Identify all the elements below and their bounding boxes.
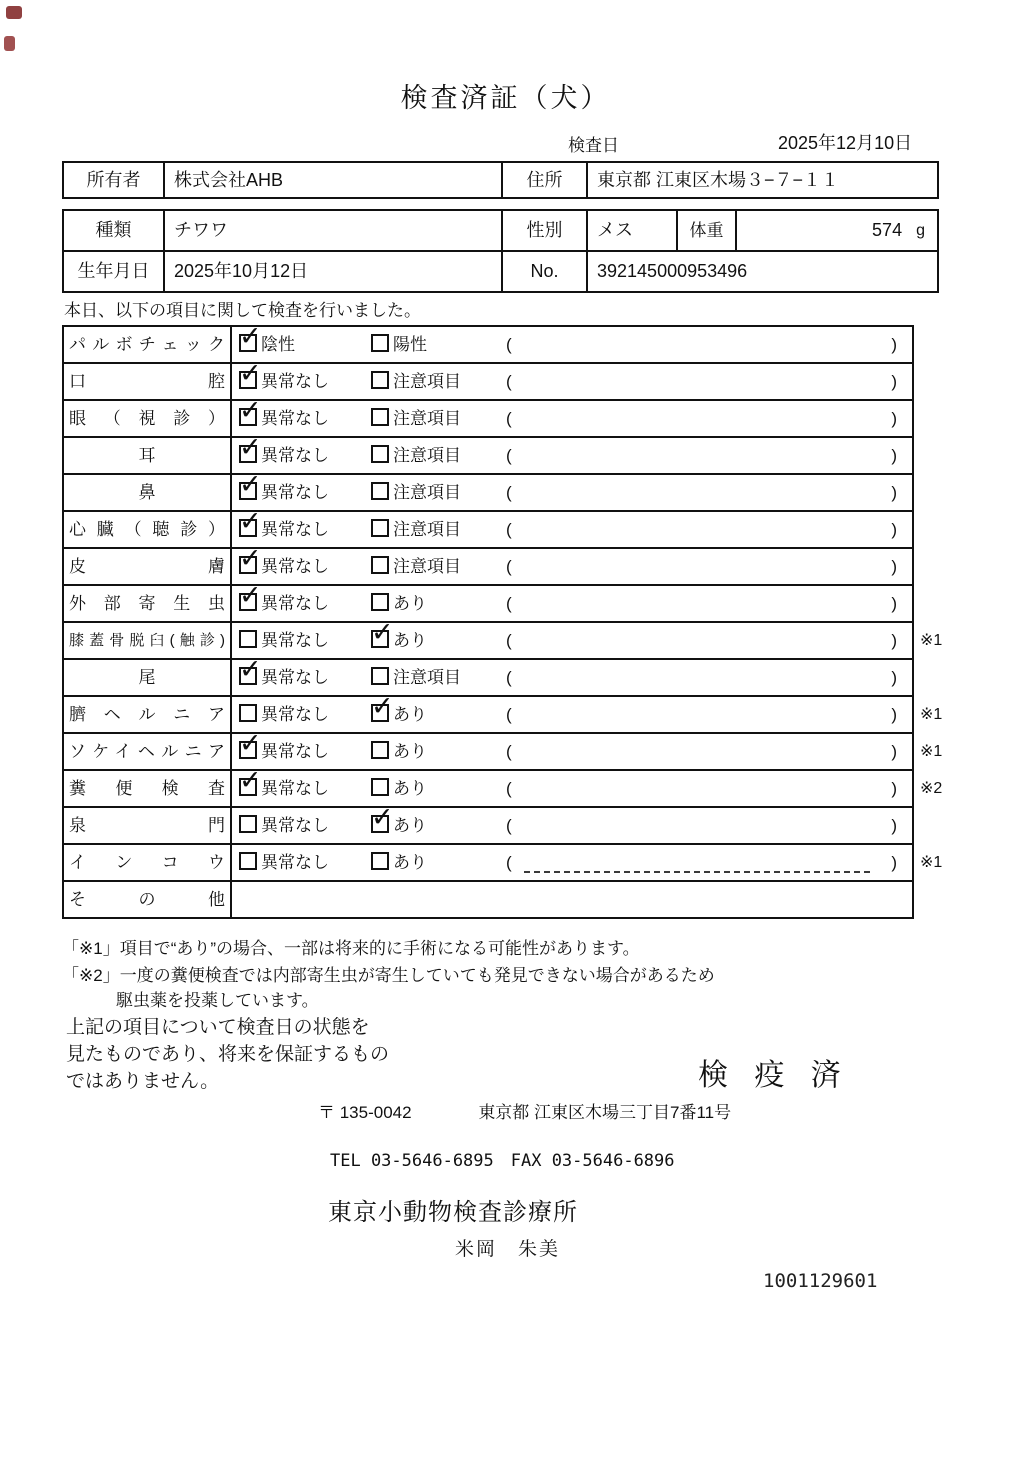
- exam-option: [239, 358, 329, 399]
- exam-date-label: 検査日: [568, 136, 619, 155]
- exam-row-label: 尾: [64, 660, 232, 695]
- birth-label: 生年月日: [64, 252, 165, 291]
- exam-option-label: あり: [393, 742, 427, 761]
- exam-row-content: [232, 432, 912, 473]
- paren-close: ): [891, 446, 897, 465]
- exam-option-label: 異常なし: [261, 557, 329, 576]
- weight-unit: g: [916, 222, 925, 239]
- exam-option: [371, 327, 427, 362]
- checkbox-checked-icon: [371, 691, 394, 722]
- exam-row-label: ソケイヘルニア: [64, 734, 232, 769]
- disclaimer-line-2: 見たものであり、将来を保証するもの: [66, 1044, 390, 1065]
- footnote-2: 「※2」一度の糞便検査では内部寄生虫が寄生していても発見できない場合があるため: [62, 966, 715, 985]
- exam-option-label: 注意項目: [393, 372, 461, 391]
- exam-option-label: 異常なし: [261, 483, 329, 502]
- exam-row: [64, 845, 943, 882]
- exam-option: [371, 364, 461, 399]
- paren-close: ): [891, 631, 897, 650]
- checkbox-unchecked-icon: [371, 852, 389, 870]
- paren-open: (: [506, 335, 512, 354]
- weight-cell: [737, 211, 937, 250]
- exam-row-label: 泉門: [64, 808, 232, 843]
- clinic-address-row: [318, 1098, 731, 1123]
- checkbox-unchecked-icon: [239, 704, 257, 722]
- scan-artifact: [6, 6, 22, 19]
- address-value: 東京都 江東区木場３−７−１１: [597, 170, 840, 190]
- disclaimer-text: [66, 1014, 389, 1095]
- check-icon: ✓: [239, 580, 262, 610]
- paren-open: (: [506, 705, 512, 724]
- exam-row-label: 糞便検査: [64, 771, 232, 806]
- exam-row-content: [232, 765, 912, 806]
- exam-option: [371, 401, 461, 436]
- exam-option-label: 異常なし: [261, 779, 329, 798]
- exam-row: [64, 432, 912, 475]
- check-icon: ✓: [371, 691, 394, 721]
- exam-row-label: 口腔: [64, 364, 232, 399]
- check-icon: ✓: [239, 321, 262, 351]
- exam-row-label: インコウ: [64, 845, 232, 880]
- exam-option: [239, 321, 295, 362]
- exam-row-label: 心臓（聴診）: [64, 512, 232, 547]
- exam-row-label: 鼻: [64, 475, 232, 510]
- clinic-name: 東京小動物検査診療所: [328, 1199, 578, 1226]
- exam-option: [371, 734, 427, 769]
- exam-row-content: [232, 845, 912, 880]
- exam-option: [239, 580, 329, 621]
- exam-option: [239, 543, 329, 584]
- paren-open: (: [506, 409, 512, 428]
- check-icon: ✓: [239, 654, 262, 684]
- checkbox-checked-icon: [239, 506, 262, 537]
- exam-option-label: あり: [393, 705, 427, 724]
- exam-option-label: 陰性: [261, 335, 295, 354]
- exam-option-label: 異常なし: [261, 853, 329, 872]
- exam-option-label: 異常なし: [261, 816, 329, 835]
- exam-option: [239, 623, 329, 658]
- paren-close: ): [891, 520, 897, 539]
- exam-row: [64, 765, 943, 808]
- dashed-blank-line: [524, 871, 870, 873]
- checkbox-checked-icon: [239, 765, 262, 796]
- paren-close: ): [891, 742, 897, 761]
- exam-row-content: [232, 654, 912, 695]
- intro-text: 本日、以下の項目に関して検査を行いました。: [64, 301, 421, 320]
- checkbox-checked-icon: [239, 358, 262, 389]
- checkbox-unchecked-icon: [371, 371, 389, 389]
- exam-option-label: 異常なし: [261, 668, 329, 687]
- footnote-marker: ※1: [920, 743, 943, 760]
- pet-table: [62, 209, 939, 293]
- checkbox-unchecked-icon: [371, 667, 389, 685]
- check-icon: ✓: [371, 617, 394, 647]
- exam-row: [64, 580, 912, 623]
- footnote-marker: ※1: [920, 854, 943, 871]
- exam-row-content: [232, 395, 912, 436]
- checkbox-unchecked-icon: [239, 852, 257, 870]
- paren-close: ): [891, 594, 897, 613]
- checkbox-checked-icon: [239, 728, 262, 759]
- exam-option-label: あり: [393, 816, 427, 835]
- exam-row: [64, 691, 943, 734]
- exam-row-content: [232, 802, 912, 843]
- exam-option-label: あり: [393, 594, 427, 613]
- weight-value: 574: [872, 220, 903, 240]
- owner-table: [62, 161, 939, 199]
- no-label: No.: [503, 252, 588, 291]
- exam-row: [64, 506, 912, 549]
- paren-close: ): [891, 705, 897, 724]
- paren-open: (: [506, 483, 512, 502]
- exam-option: [371, 771, 427, 806]
- footnote-marker: ※1: [920, 706, 943, 723]
- exam-option: [239, 697, 329, 732]
- exam-row: [64, 617, 943, 660]
- weight-label: 体重: [678, 211, 737, 250]
- paren-open: (: [506, 779, 512, 798]
- exam-option-label: あり: [393, 853, 427, 872]
- exam-row-label: 皮膚: [64, 549, 232, 584]
- exam-option: [371, 617, 427, 658]
- address-label: 住所: [503, 163, 588, 197]
- exam-option-label: 異常なし: [261, 409, 329, 428]
- exam-row-label: その他: [64, 882, 232, 917]
- paren-close: ): [891, 557, 897, 576]
- exam-row: [64, 882, 912, 917]
- serial-number: 1001129601: [763, 1270, 878, 1292]
- paren-open: (: [506, 668, 512, 687]
- paren-open: (: [506, 446, 512, 465]
- checkbox-unchecked-icon: [371, 519, 389, 537]
- exam-row: [64, 395, 912, 438]
- exam-option: [371, 549, 461, 584]
- disclaimer-line-1: 上記の項目について検査日の状態を: [66, 1017, 370, 1038]
- checkbox-unchecked-icon: [371, 556, 389, 574]
- exam-row-label: 臍ヘルニア: [64, 697, 232, 732]
- exam-option: [371, 802, 427, 843]
- scan-artifact: [4, 36, 15, 51]
- owner-row: [64, 163, 937, 197]
- exam-option: [239, 845, 329, 880]
- postal-code: 〒 135-0042: [318, 1103, 412, 1122]
- exam-row-content: [232, 882, 912, 917]
- exam-option: [239, 395, 329, 436]
- exam-row: [64, 654, 912, 697]
- exam-table: [62, 321, 943, 919]
- paren-open: (: [506, 631, 512, 650]
- paren-open: (: [506, 816, 512, 835]
- pet-row-2: [64, 252, 937, 291]
- paren-open: (: [506, 594, 512, 613]
- exam-option: [371, 438, 461, 473]
- checkbox-checked-icon: [239, 395, 262, 426]
- footnote-1: 「※1」項目で“あり”の場合、一部は将来的に手術になる可能性があります。: [62, 939, 640, 958]
- exam-row-content: [232, 506, 912, 547]
- check-icon: ✓: [371, 802, 394, 832]
- paren-close: ): [891, 483, 897, 502]
- exam-row-content: [232, 469, 912, 510]
- exam-option: [239, 808, 329, 843]
- owner-label: 所有者: [64, 163, 165, 197]
- checkbox-checked-icon: [371, 802, 394, 833]
- disclaimer-line-3: ではありません。: [66, 1071, 220, 1092]
- exam-option-label: あり: [393, 779, 427, 798]
- checkbox-unchecked-icon: [371, 593, 389, 611]
- checkbox-checked-icon: [239, 654, 262, 685]
- check-icon: ✓: [239, 765, 262, 795]
- exam-option: [371, 691, 427, 732]
- exam-option: [239, 432, 329, 473]
- exam-row-content: [232, 580, 912, 621]
- checkbox-checked-icon: [371, 617, 394, 648]
- paren-open: (: [506, 853, 512, 872]
- checkbox-unchecked-icon: [371, 778, 389, 796]
- exam-option-label: 注意項目: [393, 409, 461, 428]
- checkbox-unchecked-icon: [371, 482, 389, 500]
- page-title: 検査済証（犬）: [400, 83, 611, 113]
- checkbox-checked-icon: [239, 432, 262, 463]
- exam-option-label: 異常なし: [261, 372, 329, 391]
- exam-option: [239, 469, 329, 510]
- veterinarian-name: 米岡 朱美: [455, 1239, 561, 1260]
- exam-option: [371, 586, 427, 621]
- exam-option: [239, 728, 329, 769]
- check-icon: ✓: [239, 469, 262, 499]
- checkbox-unchecked-icon: [371, 741, 389, 759]
- exam-row: [64, 321, 912, 364]
- paren-close: ): [891, 409, 897, 428]
- exam-row-label: 外部寄生虫: [64, 586, 232, 621]
- paren-open: (: [506, 520, 512, 539]
- check-icon: ✓: [239, 358, 262, 388]
- paren-close: ): [891, 668, 897, 687]
- paren-close: ): [891, 372, 897, 391]
- exam-row-content: [232, 358, 912, 399]
- paren-close: ): [891, 853, 897, 872]
- exam-option-label: 異常なし: [261, 594, 329, 613]
- exam-option-label: 注意項目: [393, 557, 461, 576]
- breed-value: チワワ: [165, 211, 503, 250]
- check-icon: ✓: [239, 432, 262, 462]
- exam-row: [64, 728, 943, 771]
- no-value: 392145000953496: [597, 261, 748, 281]
- clinic-address: 東京都 江東区木場三丁目7番11号: [478, 1103, 732, 1122]
- exam-option: [239, 765, 329, 806]
- check-icon: ✓: [239, 395, 262, 425]
- exam-option-label: 注意項目: [393, 668, 461, 687]
- checkbox-checked-icon: [239, 580, 262, 611]
- exam-row-content: [232, 728, 912, 769]
- exam-row: [64, 802, 912, 845]
- exam-option-label: 異常なし: [261, 705, 329, 724]
- footnote-2-continued: 駆虫薬を投薬しています。: [116, 991, 319, 1010]
- exam-option: [239, 654, 329, 695]
- paren-open: (: [506, 557, 512, 576]
- paren-open: (: [506, 372, 512, 391]
- checkbox-unchecked-icon: [371, 334, 389, 352]
- sex-value: メス: [588, 211, 678, 250]
- exam-date-value: 2025年12月10日: [778, 133, 913, 153]
- exam-row-content: [232, 691, 912, 732]
- exam-option-label: 注意項目: [393, 520, 461, 539]
- exam-row-label: 眼（視診）: [64, 401, 232, 436]
- exam-option: [239, 506, 329, 547]
- exam-option: [371, 512, 461, 547]
- exam-row-label: 耳: [64, 438, 232, 473]
- checkbox-unchecked-icon: [239, 630, 257, 648]
- checkbox-checked-icon: [239, 543, 262, 574]
- owner-value: 株式会社AHB: [165, 163, 503, 197]
- exam-option: [371, 660, 461, 695]
- paren-open: (: [506, 742, 512, 761]
- check-icon: ✓: [239, 543, 262, 573]
- checkbox-unchecked-icon: [239, 815, 257, 833]
- footnote-marker: ※1: [920, 632, 943, 649]
- exam-option-label: 異常なし: [261, 631, 329, 650]
- exam-option-label: 注意項目: [393, 446, 461, 465]
- checkbox-checked-icon: [239, 469, 262, 500]
- exam-option-label: 異常なし: [261, 520, 329, 539]
- exam-option-label: 異常なし: [261, 446, 329, 465]
- exam-row-content: [232, 543, 912, 584]
- check-icon: ✓: [239, 506, 262, 536]
- footnote-marker: ※2: [920, 780, 943, 797]
- exam-option-label: あり: [393, 631, 427, 650]
- quarantine-stamp: 検 疫 済: [698, 1059, 850, 1092]
- breed-label: 種類: [64, 211, 165, 250]
- exam-row: [64, 358, 912, 401]
- exam-row-content: [232, 321, 912, 362]
- paren-close: ): [891, 335, 897, 354]
- tel-fax: TEL 03-5646-6895 FAX 03-5646-6896: [330, 1151, 675, 1171]
- checkbox-checked-icon: [239, 321, 262, 352]
- exam-row-label: 膝蓋骨脱臼(触診): [64, 623, 232, 658]
- checkbox-unchecked-icon: [371, 408, 389, 426]
- birth-value: 2025年10月12日: [165, 252, 503, 291]
- paren-close: ): [891, 816, 897, 835]
- exam-option-label: 異常なし: [261, 742, 329, 761]
- paren-close: ): [891, 779, 897, 798]
- exam-row: [64, 469, 912, 512]
- sex-label: 性別: [503, 211, 588, 250]
- exam-option-label: 陽性: [393, 335, 427, 354]
- exam-row-label: パルボチェック: [64, 327, 232, 362]
- checkbox-unchecked-icon: [371, 445, 389, 463]
- pet-row-1: [64, 211, 937, 252]
- exam-row-content: [232, 617, 912, 658]
- exam-row: [64, 543, 912, 586]
- check-icon: ✓: [239, 728, 262, 758]
- exam-option: [371, 475, 461, 510]
- exam-option-label: 注意項目: [393, 483, 461, 502]
- exam-option: [371, 845, 427, 880]
